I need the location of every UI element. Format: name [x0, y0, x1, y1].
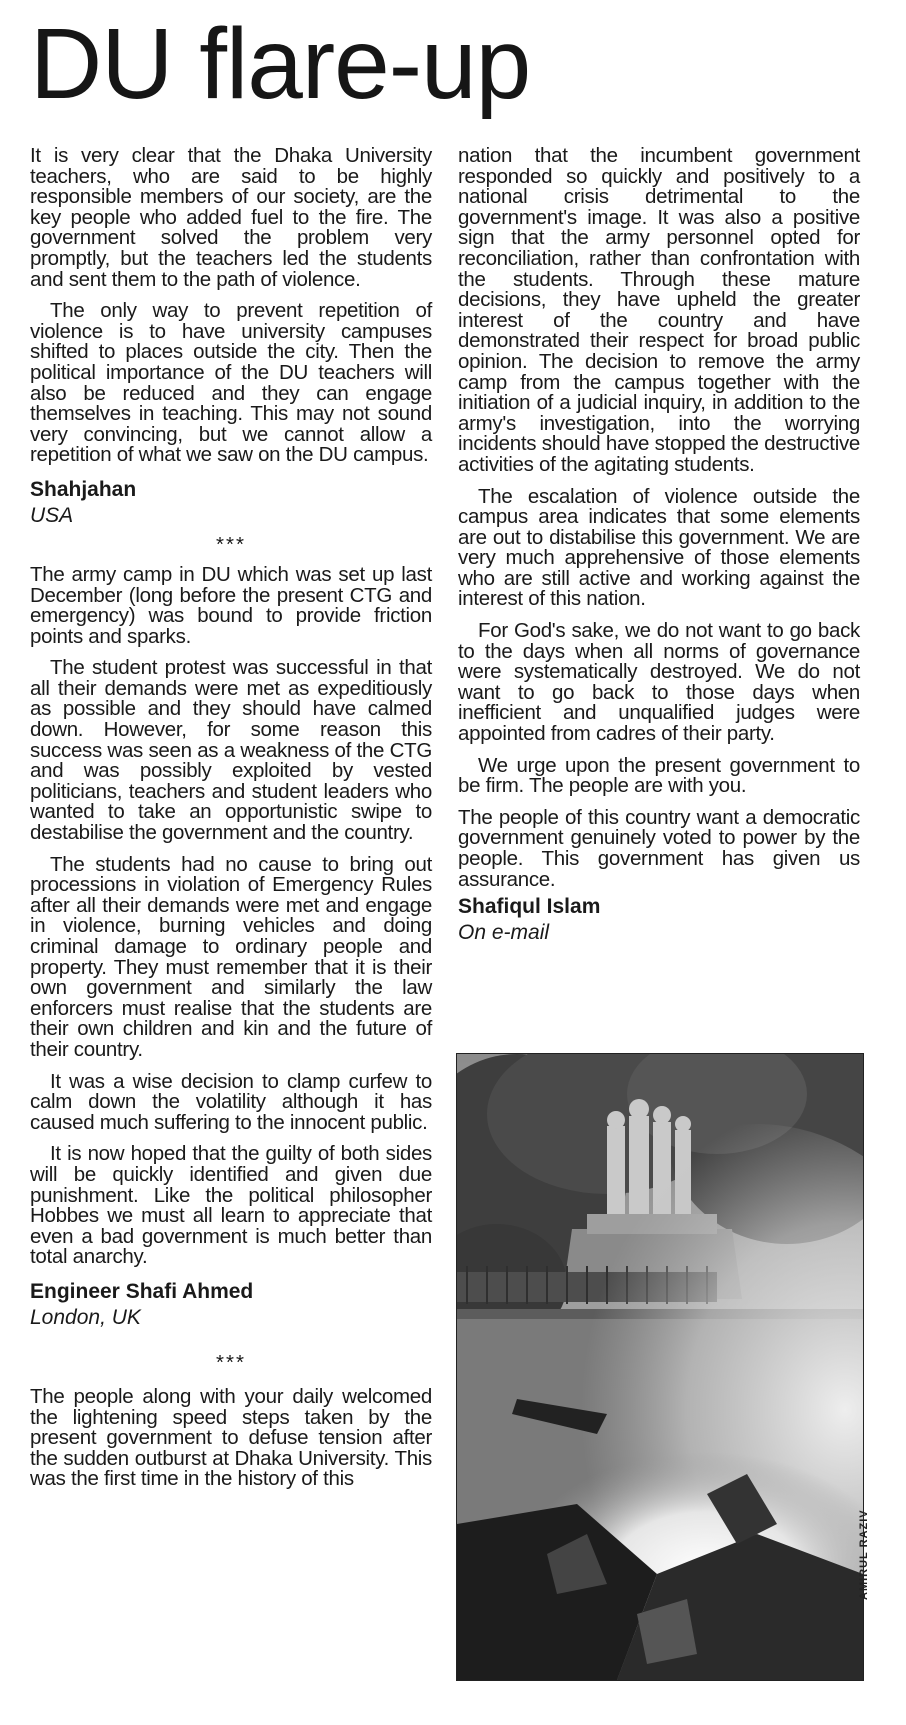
letter-paragraph: The only way to prevent repetition of violence is to have university campuses shifted to places outside the city. Then the political importance of the DU teachers will also be reduced and they can engage themselves in teaching. This may not sound very convincing, but we cannot allow a repetition of what we saw on the DU campus.: [30, 299, 432, 467]
signature-name: Shahjahan: [30, 477, 137, 501]
separator: ***: [216, 532, 246, 556]
column-right: [458, 146, 860, 952]
letter-paragraph: The student protest was successful in that all their demands were met as expeditiously as possible and they should have calmed down. However, for some reason this success was seen as a weakness of the CTG and was possibly exploited by vested politicians, teachers and student leaders who wanted to take an opportunistic swipe to destabilise the government and the country.: [30, 656, 432, 845]
letter-paragraph: It was a wise decision to clamp curfew to calm down the volatility although it has caused much suffering to the innocent public.: [30, 1069, 432, 1134]
news-photo: [456, 1053, 864, 1681]
headline: DU flare-up: [30, 8, 531, 120]
signature-location: London, UK: [30, 1305, 141, 1329]
signature-name: Engineer Shafi Ahmed: [30, 1279, 254, 1303]
signature-location: On e-mail: [458, 921, 550, 945]
letter-paragraph: The escalation of violence outside the campus area indicates that some elements are out to distabilise this government. We are very much apprehensive of those elements who are still active and working against the interest of this nation.: [458, 484, 860, 611]
separator: ***: [216, 1350, 246, 1374]
signature-location: USA: [30, 503, 74, 527]
letter-paragraph: It is now hoped that the guilty of both sides will be quickly identified and given due punishment. Like the political philosopher Hobbes we must all learn to appreciate that even a bad government is much better than total anarchy.: [30, 1142, 432, 1269]
letter-paragraph: The people of this country want a democratic government genuinely voted to power by the people. This government has given us assurance.: [458, 805, 860, 891]
letter-paragraph: nation that the incumbent government responded so quickly and positively to a national crisis detrimental to the government's image. It was also a positive sign that the army personnel opted for reconciliation, rather than confrontation with the students. Through these mature decisions, they have upheld the greater interest of the country and have demonstrated their respect for broad public opinion. The decision to remove the army camp from the campus together with the initiation of a judicial inquiry, in addition to the army's investigation, into the worrying incidents should have stopped the destructive activities of the agitating students.: [458, 144, 860, 476]
letter-paragraph: It is very clear that the Dhaka University teachers, who are said to be highly responsible members of our society, are the key people who added fuel to the fire. The government solved the problem very promptly, but the teachers led the students and sent them to the path of violence.: [30, 144, 432, 291]
photo-statue-fire-icon: [457, 1054, 863, 1680]
letter-paragraph: We urge upon the present government to be firm. The people are with you.: [458, 753, 860, 798]
letter-paragraph: The students had no cause to bring out processions in violation of Emergency Rules after all their demands were met and engage in violence, burning vehicles and doing criminal damage to ordinary people and property. They must remember that it is their own government and similarly the law enforcers must realise that the students are their own children and kin and the future of their country.: [30, 852, 432, 1061]
photo-credit: AMIRUL RAZIV: [858, 1509, 870, 1600]
signature-name: Shafiqul Islam: [458, 895, 601, 919]
letter-paragraph: For God's sake, we do not want to go back to the days when all norms of governance were systematically destroyed. We do not want to go back to those days when inefficient and unqualified judges were appointed from cadres of their party.: [458, 619, 860, 746]
letter-paragraph: The army camp in DU which was set up last December (long before the present CTG and emergency) was bound to provide friction points and sparks.: [30, 562, 432, 648]
letter-paragraph: The people along with your daily welcomed the lightening speed steps taken by the present government to defuse tension after the sudden outburst at Dhaka University. This was the first time in the history of this: [30, 1384, 432, 1491]
column-left: [30, 146, 432, 1501]
